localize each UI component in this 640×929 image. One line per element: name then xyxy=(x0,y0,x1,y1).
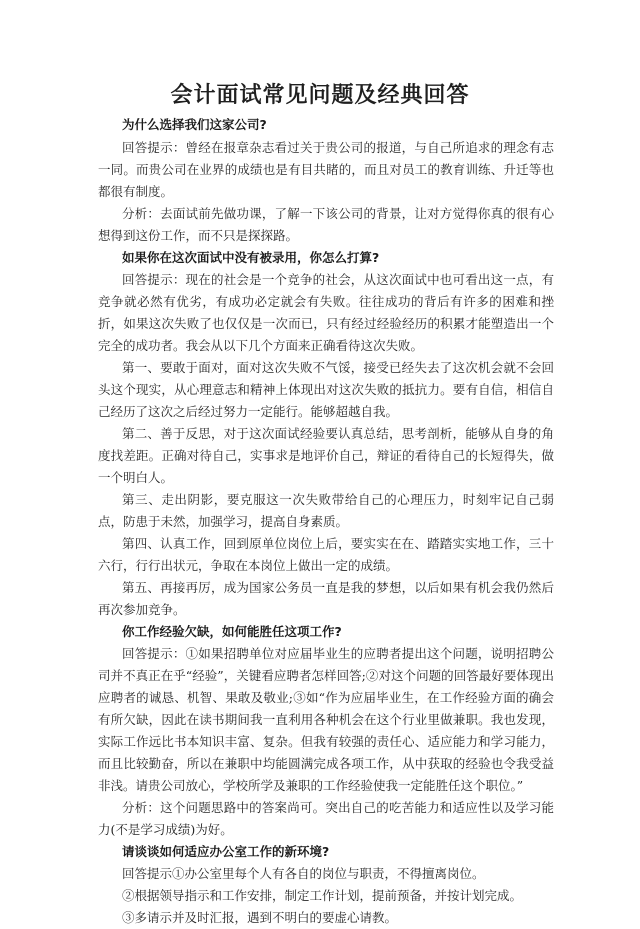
answer-paragraph: 第一、要敢于面对，面对这次失败不气馁，接受已经失去了这次机会就不会回头这个现实，从心理意志和精神上体现出对这次失败的抵抗力。要有自信，相信自己经历了这次之后经过努力一定能行。能够超越自我。 xyxy=(98,360,554,419)
answer-paragraph: ③多请示并及时汇报，遇到不明白的要虚心请教。 xyxy=(122,910,398,925)
answer-paragraph: 回答提示①办公室里每个人有各自的岗位与职责，不得擅离岗位。 xyxy=(122,866,485,881)
answer-paragraph: 回答提示：①如果招聘单位对应届毕业生的应聘者提出这个问题，说明招聘公司并不真正在乎“经验”，关键看应聘者怎样回答;②对这个问题的回答最好要体现出应聘者的诚恳、机智、果敢及敬业;③如“作为应届毕业生，在工作经验方面的确会有所欠缺，因此在读书期间我一直利用各种机会在这个行业里做兼职。我也发现，实际工作远比书本知识丰富、复杂。但我有较强的责任心、适应能力和学习能力，而且比较勤奋，所以在兼职中均能圆满完成各项工作，从中获取的经验也令我受益非浅。请贵公司放心，学校所学及兼职的工作经验使我一定能胜任这个职位。” xyxy=(98,646,554,793)
answer-paragraph: 分析：去面试前先做功课，了解一下该公司的背景，让对方觉得你真的很有心想得到这份工作，而不只是探探路。 xyxy=(98,206,554,243)
answer-paragraph: 分析：这个问题思路中的答案尚可。突出自己的吃苦能力和适应性以及学习能力(不是学习成绩)为好。 xyxy=(98,800,554,837)
answer-paragraph: 回答提示：现在的社会是一个竞争的社会，从这次面试中也可看出这一点，有竞争就必然有优劣，有成功必定就会有失败。往往成功的背后有许多的困难和挫折，如果这次失败了也仅仅是一次而已，只有经过经验经历的积累才能塑造出一个完全的成功者。我会从以下几个方面来正确看待这次失败。 xyxy=(98,272,554,353)
question-heading: 你工作经验欠缺，如何能胜任这项工作? xyxy=(122,624,342,639)
answer-paragraph: ②根据领导指示和工作安排，制定工作计划，提前预备，并按计划完成。 xyxy=(122,888,523,903)
question-heading: 请谈谈如何适应办公室工作的新环境? xyxy=(122,844,330,859)
answer-paragraph: 回答提示：曾经在报章杂志看过关于贵公司的报道，与自己所追求的理念有志一同。而贵公司在业界的成绩也是有目共睹的，而且对员工的教育训练、升迁等也都很有制度。 xyxy=(98,140,554,199)
answer-paragraph: 第三、走出阴影，要克服这一次失败带给自己的心理压力，时刻牢记自己弱点，防患于未然，加强学习，提高自身素质。 xyxy=(98,492,554,529)
question-heading: 为什么选择我们这家公司? xyxy=(122,117,267,132)
document-body xyxy=(98,114,554,929)
answer-paragraph: 第五、再接再厉，成为国家公务员一直是我的梦想，以后如果有机会我仍然后再次参加竞争。 xyxy=(98,580,554,617)
answer-paragraph: 第二、善于反思，对于这次面试经验要认真总结，思考剖析，能够从自身的角度找差距。正确对待自己，实事求是地评价自己，辩证的看待自己的长短得失，做一个明白人。 xyxy=(98,426,554,485)
page-title: 会计面试常见问题及经典回答 xyxy=(170,82,470,108)
question-heading: 如果你在这次面试中没有被录用，你怎么打算? xyxy=(122,250,380,265)
answer-paragraph: 第四、认真工作，回到原单位岗位上后，要实实在在、踏踏实实地工作，三十六行，行行出状元，争取在本岗位上做出一定的成绩。 xyxy=(98,536,554,573)
